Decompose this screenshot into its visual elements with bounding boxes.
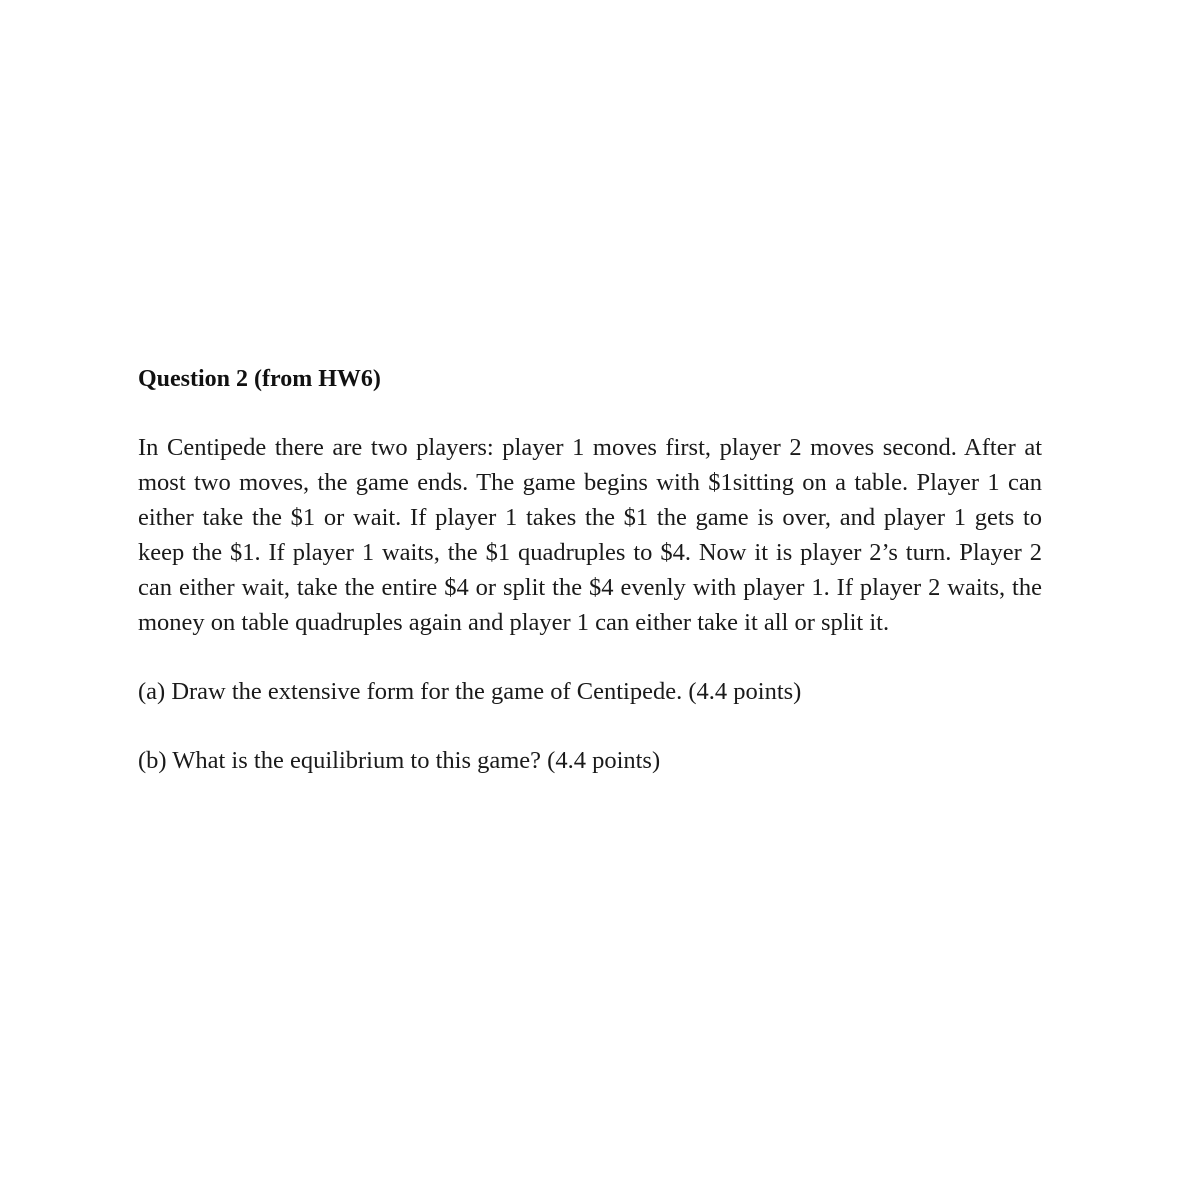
question-part-a: (a) Draw the extensive form for the game of Centipede. (4.4 points) <box>138 678 802 705</box>
question-block <box>138 362 1042 778</box>
question-heading: Question 2 (from HW6) <box>138 366 381 392</box>
question-paragraph: In Centipede there are two players: player 1 moves first, player 2 moves second. After at most two moves, the game ends. The game begins with $1sitting on a table. Player 1 can either take the $1 or wait. If player 1 takes the $1 the game is over, and player 1 gets to keep the $1. If player 1 waits, the $1 quadruples to $4. Now it is player 2’s turn. Player 2 can either wait, take the entire $4 or split the $4 evenly with player 1. If player 2 waits, the money on table quadruples again and player 1 can either take it all or split it. <box>138 434 1042 636</box>
question-part-b: (b) What is the equilibrium to this game? (4.4 points) <box>138 747 661 774</box>
